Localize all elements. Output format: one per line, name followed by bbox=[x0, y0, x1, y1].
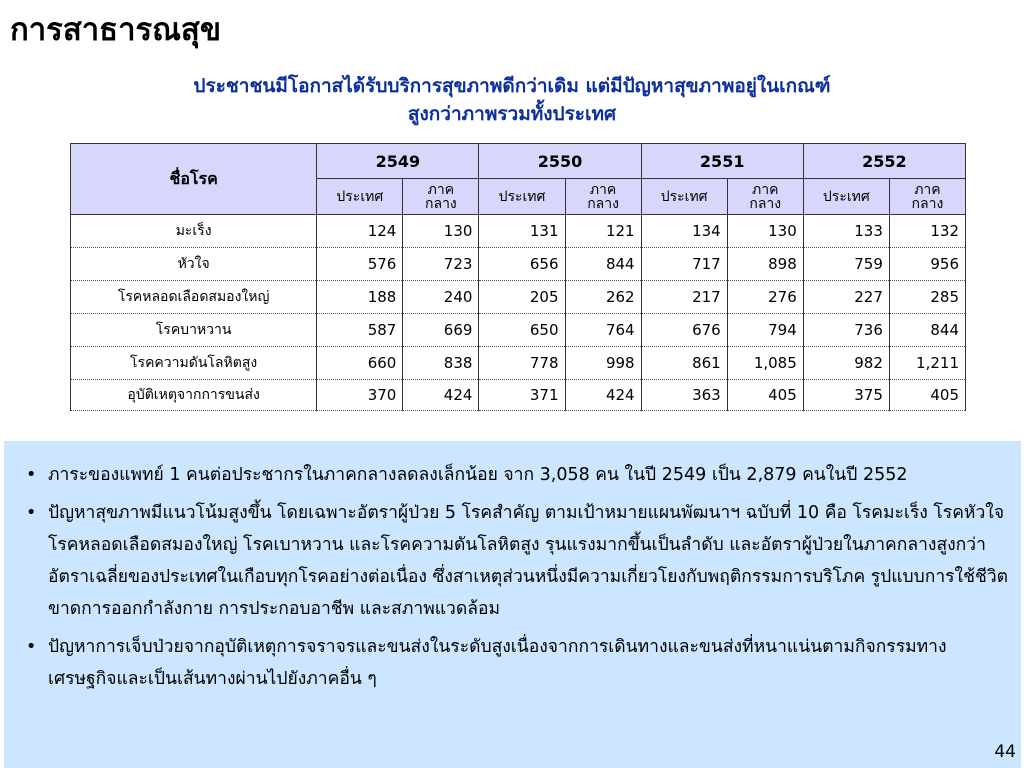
value-cell: 898 bbox=[727, 248, 803, 281]
value-cell: 132 bbox=[889, 215, 965, 248]
disease-name-cell: อุบัติเหตุจากการขนส่ง bbox=[71, 380, 317, 411]
note-text: ภาระของแพทย์ 1 คนต่อประชากรในภาคกลางลดลงเล็กน้อย จาก 3,058 คน ในปี 2549 เป็น 2,879 คนในปี 2552 bbox=[48, 465, 908, 485]
value-cell: 262 bbox=[565, 281, 641, 314]
value-cell: 794 bbox=[727, 314, 803, 347]
bullet-icon: • bbox=[26, 503, 37, 523]
subheader-region-line-2: กลาง bbox=[749, 195, 782, 212]
value-cell: 844 bbox=[889, 314, 965, 347]
note-item bbox=[4, 459, 1021, 491]
value-cell: 676 bbox=[641, 314, 727, 347]
subheader-region-line-1: ภาค bbox=[427, 181, 455, 198]
value-cell: 723 bbox=[403, 248, 479, 281]
value-cell: 227 bbox=[803, 281, 889, 314]
subheader-country: ประเทศ bbox=[317, 179, 403, 215]
value-cell: 1,211 bbox=[889, 347, 965, 380]
bullet-icon: • bbox=[26, 465, 37, 485]
value-cell: 375 bbox=[803, 380, 889, 411]
subheader-region-line-2: กลาง bbox=[587, 195, 619, 212]
value-cell: 276 bbox=[727, 281, 803, 314]
value-cell: 998 bbox=[565, 347, 641, 380]
disease-name-cell: หัวใจ bbox=[71, 248, 317, 281]
subheader-central-region bbox=[889, 179, 965, 215]
subheader-country: ประเทศ bbox=[479, 179, 565, 215]
subheader-country: ประเทศ bbox=[641, 179, 727, 215]
value-cell: 717 bbox=[641, 248, 727, 281]
value-cell: 861 bbox=[641, 347, 727, 380]
value-cell: 363 bbox=[641, 380, 727, 411]
value-cell: 424 bbox=[565, 380, 641, 411]
header-year: 2552 bbox=[803, 144, 965, 179]
disease-name-cell: โรคหลอดเลือดสมองใหญ่ bbox=[71, 281, 317, 314]
value-cell: 405 bbox=[727, 380, 803, 411]
subtitle-line-1: ประชาชนมีโอกาสได้รับบริการสุขภาพดีกว่าเดิม แต่มีปัญหาสุขภาพอยู่ในเกณฑ์ bbox=[193, 75, 831, 97]
subheader-region-line-2: กลาง bbox=[911, 195, 944, 212]
subheader-region-line-2: กลาง bbox=[425, 195, 457, 212]
value-cell: 838 bbox=[403, 347, 479, 380]
table-row bbox=[71, 347, 966, 380]
value-cell: 844 bbox=[565, 248, 641, 281]
header-year: 2550 bbox=[479, 144, 641, 179]
slide-title: การสาธารณสุข bbox=[10, 12, 222, 48]
value-cell: 669 bbox=[403, 314, 479, 347]
disease-name-cell: โรคความดันโลหิตสูง bbox=[71, 347, 317, 380]
value-cell: 131 bbox=[479, 215, 565, 248]
value-cell: 656 bbox=[479, 248, 565, 281]
disease-rate-table bbox=[70, 143, 966, 411]
subtitle-line-2: สูงกว่าภาพรวมทั้งประเทศ bbox=[407, 103, 617, 125]
notes-list bbox=[4, 459, 1021, 695]
table-row bbox=[71, 281, 966, 314]
subheader-central-region bbox=[565, 179, 641, 215]
header-disease-name: ชื่อโรค bbox=[71, 144, 317, 215]
table-row bbox=[71, 215, 966, 248]
table-body bbox=[71, 215, 966, 411]
value-cell: 217 bbox=[641, 281, 727, 314]
subheader-region-line-1: ภาค bbox=[914, 181, 941, 198]
value-cell: 405 bbox=[889, 380, 965, 411]
subheader-region-line-1: ภาค bbox=[752, 181, 779, 198]
value-cell: 764 bbox=[565, 314, 641, 347]
value-cell: 736 bbox=[803, 314, 889, 347]
value-cell: 576 bbox=[317, 248, 403, 281]
header-year: 2551 bbox=[641, 144, 803, 179]
value-cell: 956 bbox=[889, 248, 965, 281]
value-cell: 121 bbox=[565, 215, 641, 248]
bullet-icon: • bbox=[26, 637, 37, 657]
subheader-central-region bbox=[727, 179, 803, 215]
table-row bbox=[71, 380, 966, 411]
slide-subtitle bbox=[0, 72, 1024, 128]
value-cell: 650 bbox=[479, 314, 565, 347]
value-cell: 424 bbox=[403, 380, 479, 411]
value-cell: 759 bbox=[803, 248, 889, 281]
subheader-country: ประเทศ bbox=[803, 179, 889, 215]
value-cell: 370 bbox=[317, 380, 403, 411]
note-item bbox=[4, 497, 1021, 625]
value-cell: 587 bbox=[317, 314, 403, 347]
disease-name-cell: มะเร็ง bbox=[71, 215, 317, 248]
disease-name-cell: โรคบาหวาน bbox=[71, 314, 317, 347]
value-cell: 982 bbox=[803, 347, 889, 380]
table-row bbox=[71, 248, 966, 281]
note-item bbox=[4, 631, 1021, 695]
value-cell: 133 bbox=[803, 215, 889, 248]
table-row bbox=[71, 314, 966, 347]
value-cell: 124 bbox=[317, 215, 403, 248]
value-cell: 130 bbox=[727, 215, 803, 248]
page-number: 44 bbox=[994, 742, 1016, 762]
header-year: 2549 bbox=[317, 144, 479, 179]
value-cell: 130 bbox=[403, 215, 479, 248]
value-cell: 660 bbox=[317, 347, 403, 380]
subheader-region-line-1: ภาค bbox=[589, 181, 617, 198]
value-cell: 371 bbox=[479, 380, 565, 411]
value-cell: 240 bbox=[403, 281, 479, 314]
notes-panel bbox=[4, 441, 1021, 768]
note-text: ปัญหาการเจ็บป่วยจากอุบัติเหตุการจราจรและขนส่งในระดับสูงเนื่องจากการเดินทางและขนส่งที่หนาแน่นตามกิจกรรมทางเศรษฐกิจและเป็นเส้นทางผ่านไปยังภาคอื่น ๆ bbox=[48, 637, 947, 689]
value-cell: 134 bbox=[641, 215, 727, 248]
value-cell: 1,085 bbox=[727, 347, 803, 380]
note-text: ปัญหาสุขภาพมีแนวโน้มสูงขึ้น โดยเฉพาะอัตราผู้ป่วย 5 โรคสำคัญ ตามเป้าหมายแผนพัฒนาฯ ฉบับที่ 10 คือ โรคมะเร็ง โรคหัวใจ โรคหลอดเลือดสมองใหญ่ โรคเบาหวาน และโรคความดันโลหิตสูง รุนแรงมากขึ้นเป็นลำดับ และอัตราผู้ป่วยในภาคกลางสูงกว่าอัตราเฉลี่ยของประเทศในเกือบทุกโรคอย่างต่อเนื่อง ซึ่งสาเหตุส่วนหนึ่งมีความเกี่ยวโยงกับพฤติกรรมการบริโภค รูปแบบการใช้ชีวิต ขาดการออกกำลังกาย การประกอบอาชีพ และสภาพแวดล้อม bbox=[48, 503, 1009, 619]
value-cell: 188 bbox=[317, 281, 403, 314]
subheader-central-region bbox=[403, 179, 479, 215]
value-cell: 285 bbox=[889, 281, 965, 314]
value-cell: 205 bbox=[479, 281, 565, 314]
value-cell: 778 bbox=[479, 347, 565, 380]
